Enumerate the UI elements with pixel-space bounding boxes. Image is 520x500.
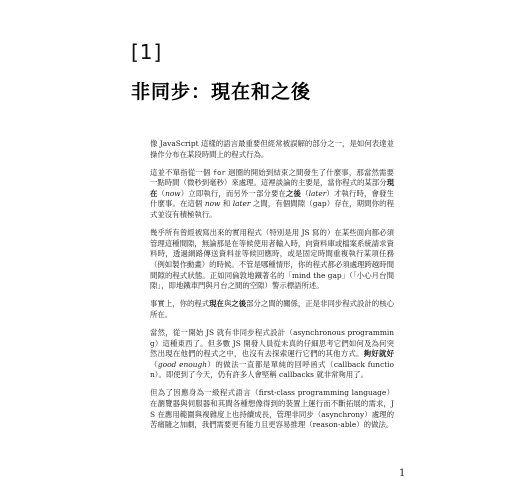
text-run: 幾乎所有曾經被寫出來的實用程式（特別是用 JS 寫的）在某些面向都必須管理這種間隙，無論那是在等候使用者輸入時，向資料庫或檔案系統請求資料時，透過網路傳送資料並等候回應時，或是固定時間重複執行某項任務（例如製作動畫）的時候。不管是哪種情形，你的程式都必須處理跨越時間間隙的程式狀態。正如同倫敦地鐵著名的「mind the gap」（「小心月台間隙」，即地鐵車門與月台之間的空隙）警示標語所述。 [150,228,394,291]
paragraph [150,328,394,381]
emphasis-term: 夠好就好 [363,349,394,359]
emphasis-term: 現在 [150,178,394,198]
text-run: 之間，有個間隙（gap）存在，期間你的程式並沒有積極執行。 [150,199,394,220]
text-run: ）的做法一直都是單純的回呼函式（callback function）。即使到了今天，仍有許多人會堅稱 callbacks 就非常夠用了。 [150,359,394,380]
text-run: 像 JavaScript 這樣的語言最重要但經常被誤解的部分之一，是如何表達並操作分布在某段時間上的程式行為。 [150,139,394,159]
text-run: 這並不單指從一個 [150,167,213,177]
emphasis-term: 現在 [209,299,224,309]
chapter-title: 非同步：現在和之後 [131,81,312,103]
text-run: ）才執行時，會發生什麼事。在這個 [150,188,394,209]
text-run: （ [157,188,166,198]
text-run: 與 [223,299,232,309]
paragraph [150,299,394,320]
chapter-number: [1] [131,40,163,64]
body-text [150,139,394,438]
page-number: 1 [399,468,406,479]
paragraph [150,228,394,292]
text-run: 但為了因應身為一級程式語言（first-class programming language）在瀏覽器與伺服器和其間各種想像得到的裝置上運行而不斷拓展的需求，JS 在應用範圍與複雜度上也持續成長，管理非同步（asynchrony）處理的苦痛隨之加劇，我們需要更有能力且更容易推理（reason-able）的做法。 [150,388,394,430]
text-run: 當然，從一開始 JS 就有非同步程式設計（asynchronous programming）這種東西了。但多數 JS 開發人員從未真的仔細思考它們如何及為何突然出現在他們的程式之中，也沒有去探索運行它們的其他方式。 [150,327,394,359]
text-run: （ [301,188,309,198]
italic-term: good enough [157,359,207,369]
text-run: 和 [220,199,233,209]
italic-term: now [165,188,181,198]
emphasis-term: 之後 [286,188,302,198]
text-run: （ [150,359,158,369]
text-run: 迴圈的開始到結束之間發生了什麼事，那當然需要一點時間（微秒到毫秒）來處理。這裡談論的主要是，當你程式的某部分 [150,167,394,188]
code-term: for [212,168,226,177]
emphasis-term: 之後 [231,299,247,309]
text-run: 部分之間的關係，正是非同步程式設計的核心所在。 [150,299,394,319]
italic-term: later [308,188,327,198]
text-run: ）立即執行，而另外一部分要在 [180,188,287,198]
paragraph [150,168,394,221]
italic-term: now [204,199,221,209]
text-run: 事實上，你的程式 [150,299,210,309]
italic-term: later [232,199,251,209]
paragraph [150,388,394,430]
paragraph [150,139,394,160]
